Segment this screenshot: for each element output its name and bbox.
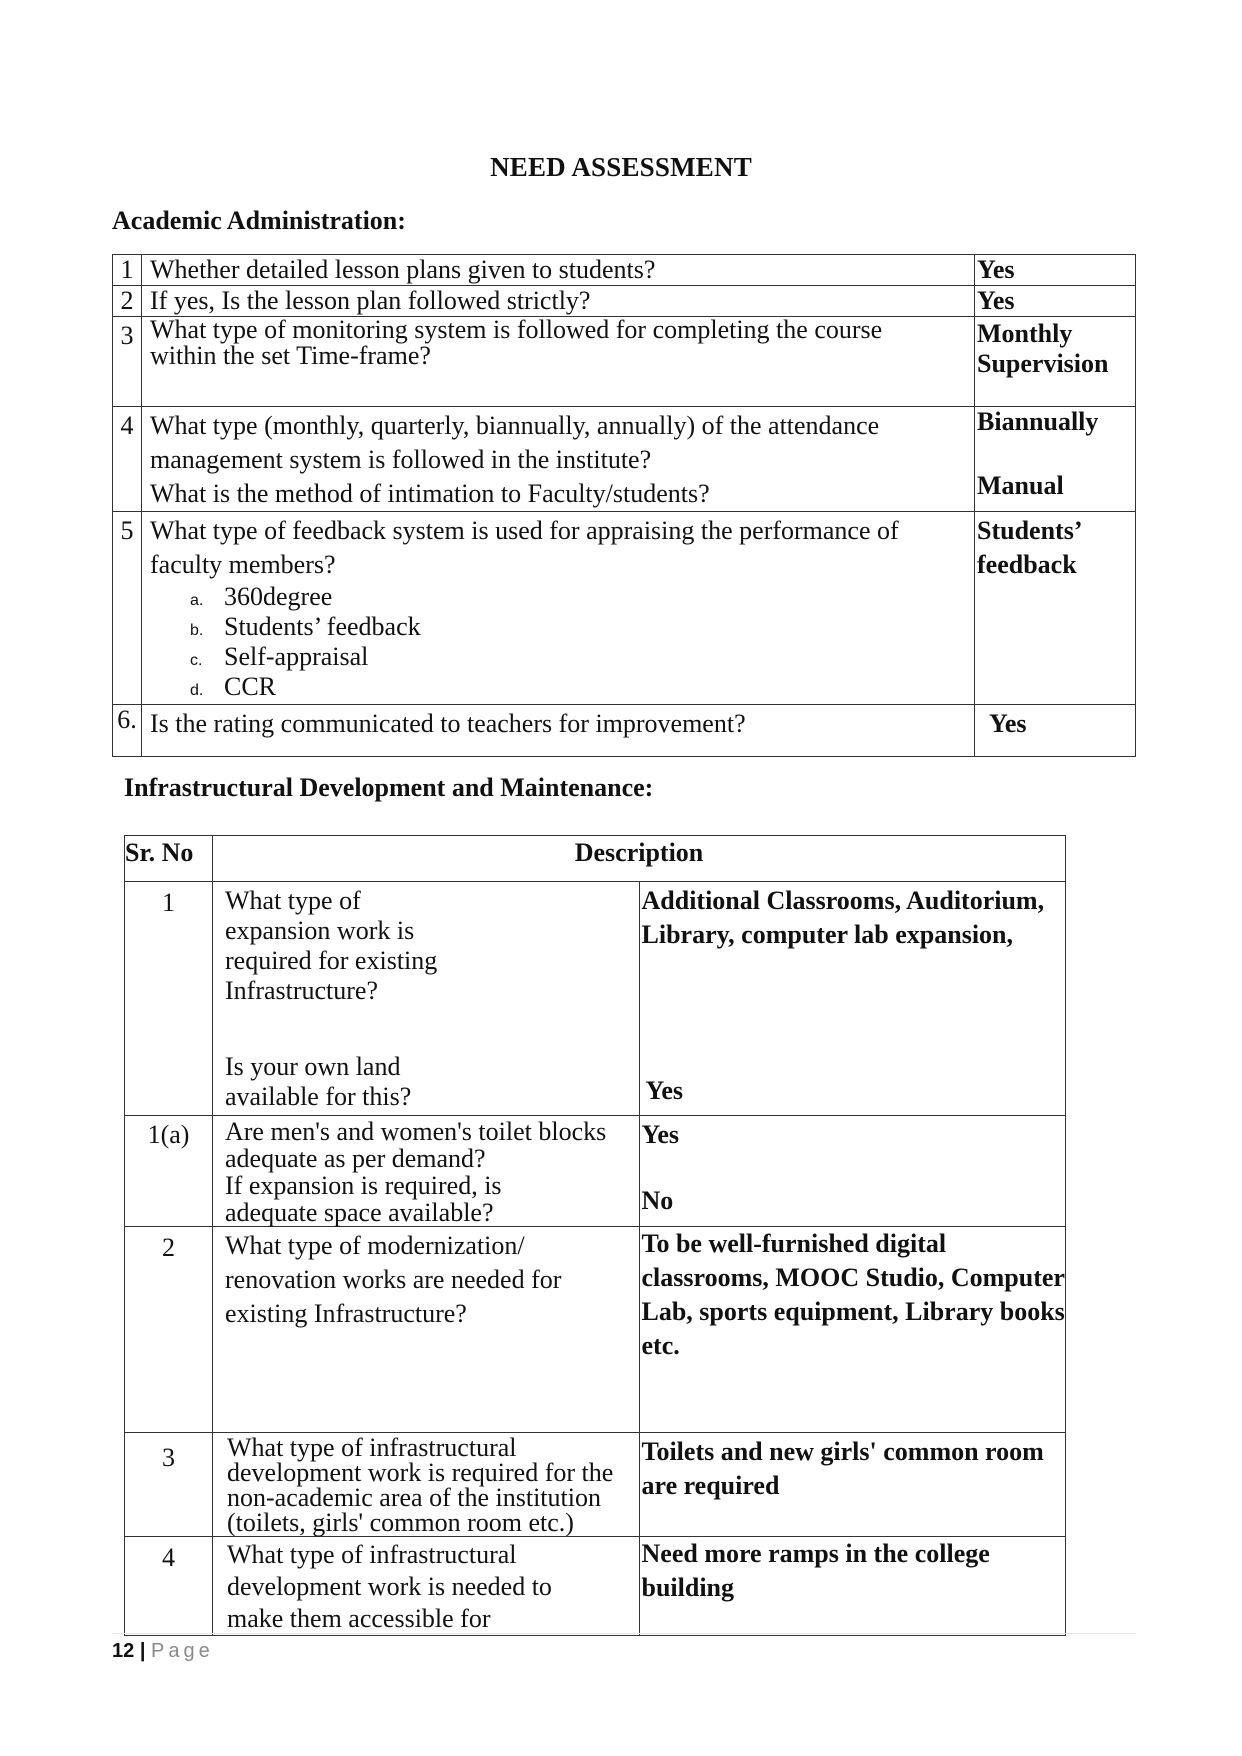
- section-heading-infrastructure: Infrastructural Development and Maintenance:: [124, 773, 654, 802]
- question-cell: What type of modernization/ renovation works are needed for existing Infrastructure?: [213, 1227, 640, 1433]
- column-header-sr-no: Sr. No: [125, 836, 213, 882]
- question-text: Are men's and women's toilet blocks adequate as per demand?: [225, 1117, 607, 1173]
- page-label: Page: [150, 1640, 214, 1662]
- option-text: Self-appraisal: [224, 642, 369, 671]
- footer-divider: [112, 1633, 1136, 1634]
- question-cell: [142, 407, 975, 512]
- answer-text: Additional Classrooms, Auditorium, Library, computer lab expansion,: [641, 886, 1045, 949]
- option-label: c.: [190, 652, 203, 669]
- footer-separator: |: [139, 1640, 146, 1662]
- table-header-row: [125, 836, 1066, 882]
- answer-text: Yes: [641, 1120, 680, 1149]
- table-row: [113, 255, 1136, 286]
- option-text: 360degree: [224, 582, 333, 611]
- column-header-description: Description: [213, 836, 1066, 882]
- answer-cell: Yes: [975, 286, 1136, 317]
- question-cell: [213, 1116, 640, 1227]
- question-text: What type of expansion work is required for existing Infrastructure?: [225, 886, 438, 1005]
- table-row: [113, 317, 1136, 407]
- options-list: [190, 584, 974, 704]
- row-number: 5: [113, 512, 142, 705]
- table-row: [125, 882, 1066, 1116]
- table-row: [125, 1433, 1066, 1537]
- question-text: What is the method of intimation to Faculty/students?: [150, 479, 710, 508]
- question-text: Is your own land available for this?: [225, 1052, 412, 1111]
- answer-text: Biannually: [977, 407, 1099, 436]
- question-cell: Is the rating communicated to teachers for improvement?: [142, 705, 975, 757]
- option-label: b.: [190, 622, 204, 639]
- table-row: [113, 705, 1136, 757]
- answer-cell: [975, 407, 1136, 512]
- row-number: 1: [113, 255, 142, 286]
- answer-cell: Students’ feedback: [975, 512, 1136, 705]
- row-number: 6.: [113, 705, 142, 757]
- row-number: 3: [125, 1433, 213, 1537]
- table-row: [125, 1116, 1066, 1227]
- row-number: 4: [125, 1537, 213, 1636]
- answer-cell: To be well-furnished digital classrooms, MOOC Studio, Computer Lab, sports equipment, Library books etc.: [639, 1227, 1066, 1433]
- row-number: 4: [113, 407, 142, 512]
- answer-cell: Yes: [975, 705, 1136, 757]
- answer-text: No: [641, 1186, 674, 1215]
- question-text: What type of feedback system is used for appraising the performance of faculty members?: [150, 516, 899, 579]
- section-heading-academic: Academic Administration:: [112, 206, 406, 235]
- answer-text: Yes: [645, 1076, 684, 1105]
- question-cell: If yes, Is the lesson plan followed strictly?: [142, 286, 975, 317]
- row-number: 1: [125, 882, 213, 1116]
- question-cell: [213, 882, 640, 1116]
- row-number: 3: [113, 317, 142, 407]
- page-number: 12: [112, 1640, 135, 1662]
- answer-cell: Need more ramps in the college building: [639, 1537, 1066, 1636]
- answer-cell: [639, 1116, 1066, 1227]
- option-text: CCR: [224, 672, 277, 701]
- question-text: If expansion is required, is adequate space available?: [225, 1171, 502, 1227]
- row-number: 2: [113, 286, 142, 317]
- row-number: 1(a): [125, 1116, 213, 1227]
- answer-cell: Yes: [975, 255, 1136, 286]
- question-cell: What type of monitoring system is followed for completing the course within the set Time-frame?: [142, 317, 975, 407]
- answer-cell: Monthly Supervision: [975, 317, 1136, 407]
- option-item: [190, 614, 974, 644]
- question-cell: What type of infrastructural development work is needed to make them accessible for: [213, 1537, 640, 1636]
- question-cell: [142, 512, 975, 705]
- question-cell: Whether detailed lesson plans given to students?: [142, 255, 975, 286]
- page-footer: [112, 1640, 214, 1663]
- academic-table: [112, 254, 1136, 757]
- answer-cell: Toilets and new girls' common room are required: [639, 1433, 1066, 1537]
- option-item: [190, 644, 974, 674]
- option-label: a.: [190, 592, 204, 609]
- table-row: [113, 286, 1136, 317]
- row-number: 2: [125, 1227, 213, 1433]
- page-title: NEED ASSESSMENT: [490, 152, 752, 182]
- question-cell: What type of infrastructural development work is required for the non-academic area of the institution (toilets, girls' common room etc.): [213, 1433, 640, 1537]
- table-row: [125, 1537, 1066, 1636]
- option-text: Students’ feedback: [224, 612, 421, 641]
- answer-text: Manual: [977, 471, 1064, 500]
- option-label: d.: [190, 682, 204, 699]
- question-text: What type (monthly, quarterly, biannually, annually) of the attendance management system is followed in the institute?: [150, 411, 880, 474]
- table-row: [125, 1227, 1066, 1433]
- table-row: [113, 407, 1136, 512]
- table-row: [113, 512, 1136, 705]
- infrastructure-table: [124, 835, 1066, 1636]
- answer-cell: [639, 882, 1066, 1116]
- option-item: [190, 584, 974, 614]
- option-item: [190, 674, 974, 704]
